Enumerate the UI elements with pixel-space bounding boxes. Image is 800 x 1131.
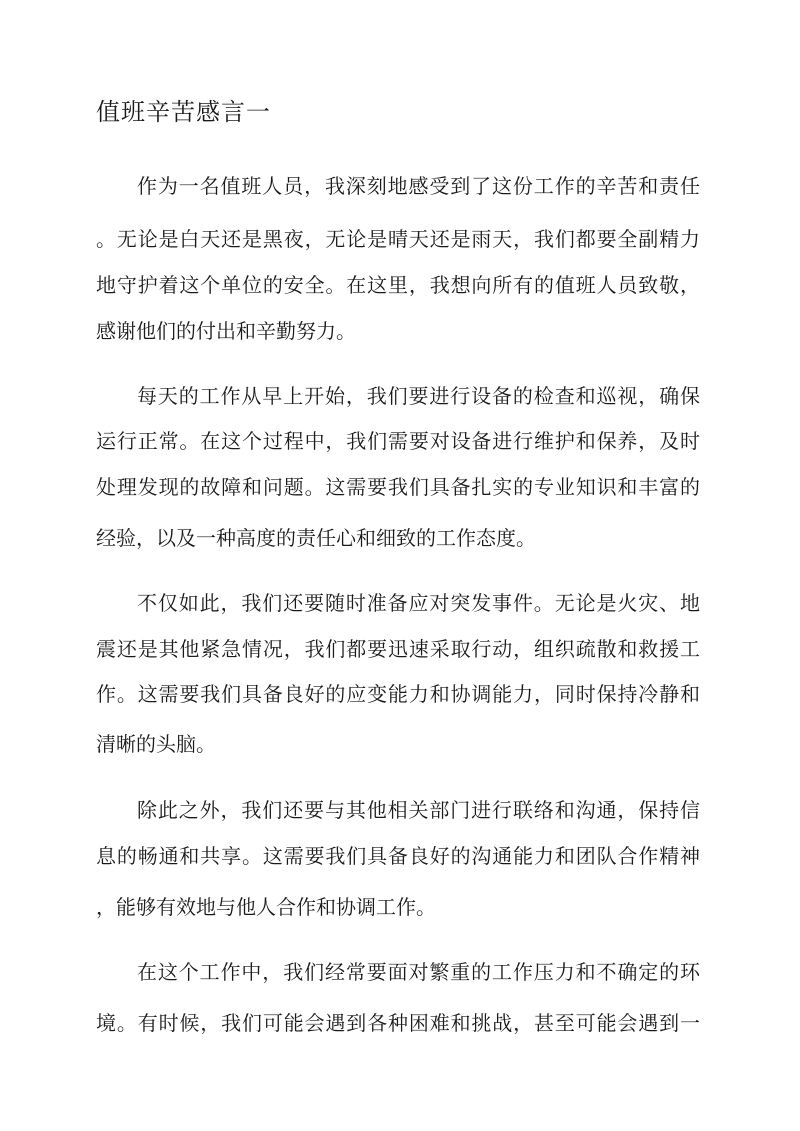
paragraph-line: 每天的工作从早上开始，我们要进行设备的检查和巡视，确保 xyxy=(137,384,700,408)
paragraph-line: 在这个工作中，我们经常要面对繁重的工作压力和不确定的环 xyxy=(137,960,700,984)
paragraph-line: 清晰的头脑。 xyxy=(96,732,216,756)
paragraph-line: 作。这需要我们具备良好的应变能力和协调能力，同时保持冷静和 xyxy=(96,682,700,706)
paragraph-line: 境。有时候，我们可能会遇到各种困难和挑战，甚至可能会遇到一 xyxy=(96,1011,700,1035)
paragraph-line: ，能够有效地与他人合作和协调工作。 xyxy=(96,895,436,919)
paragraph-line: 作为一名值班人员，我深刻地感受到了这份工作的辛苦和责任 xyxy=(137,174,700,198)
paragraph-line: 息的畅通和共享。这需要我们具备良好的沟通能力和团队合作精神 xyxy=(96,844,700,868)
paragraph-line: 运行正常。在这个过程中，我们需要对设备进行维护和保养，及时 xyxy=(96,429,700,453)
paragraph-line: 经验，以及一种高度的责任心和细致的工作态度。 xyxy=(96,526,536,550)
paragraph-line: 处理发现的故障和问题。这需要我们具备扎实的专业知识和丰富的 xyxy=(96,475,700,499)
paragraph-line: 。无论是白天还是黑夜，无论是晴天还是雨天，我们都要全副精力 xyxy=(96,227,700,251)
paragraph-line: 除此之外，我们还要与其他相关部门进行联络和沟通，保持信 xyxy=(137,798,700,822)
document-title: 值班辛苦感言一 xyxy=(96,98,271,126)
paragraph-line: 震还是其他紧急情况，我们都要迅速采取行动，组织疏散和救援工 xyxy=(96,637,700,661)
paragraph-line: 地守护着这个单位的安全。在这里，我想向所有的值班人员致敬， xyxy=(96,273,700,297)
paragraph-line: 不仅如此，我们还要随时准备应对突发事件。无论是火灾、地 xyxy=(137,591,700,615)
paragraph-line: 感谢他们的付出和辛勤努力。 xyxy=(96,319,356,343)
